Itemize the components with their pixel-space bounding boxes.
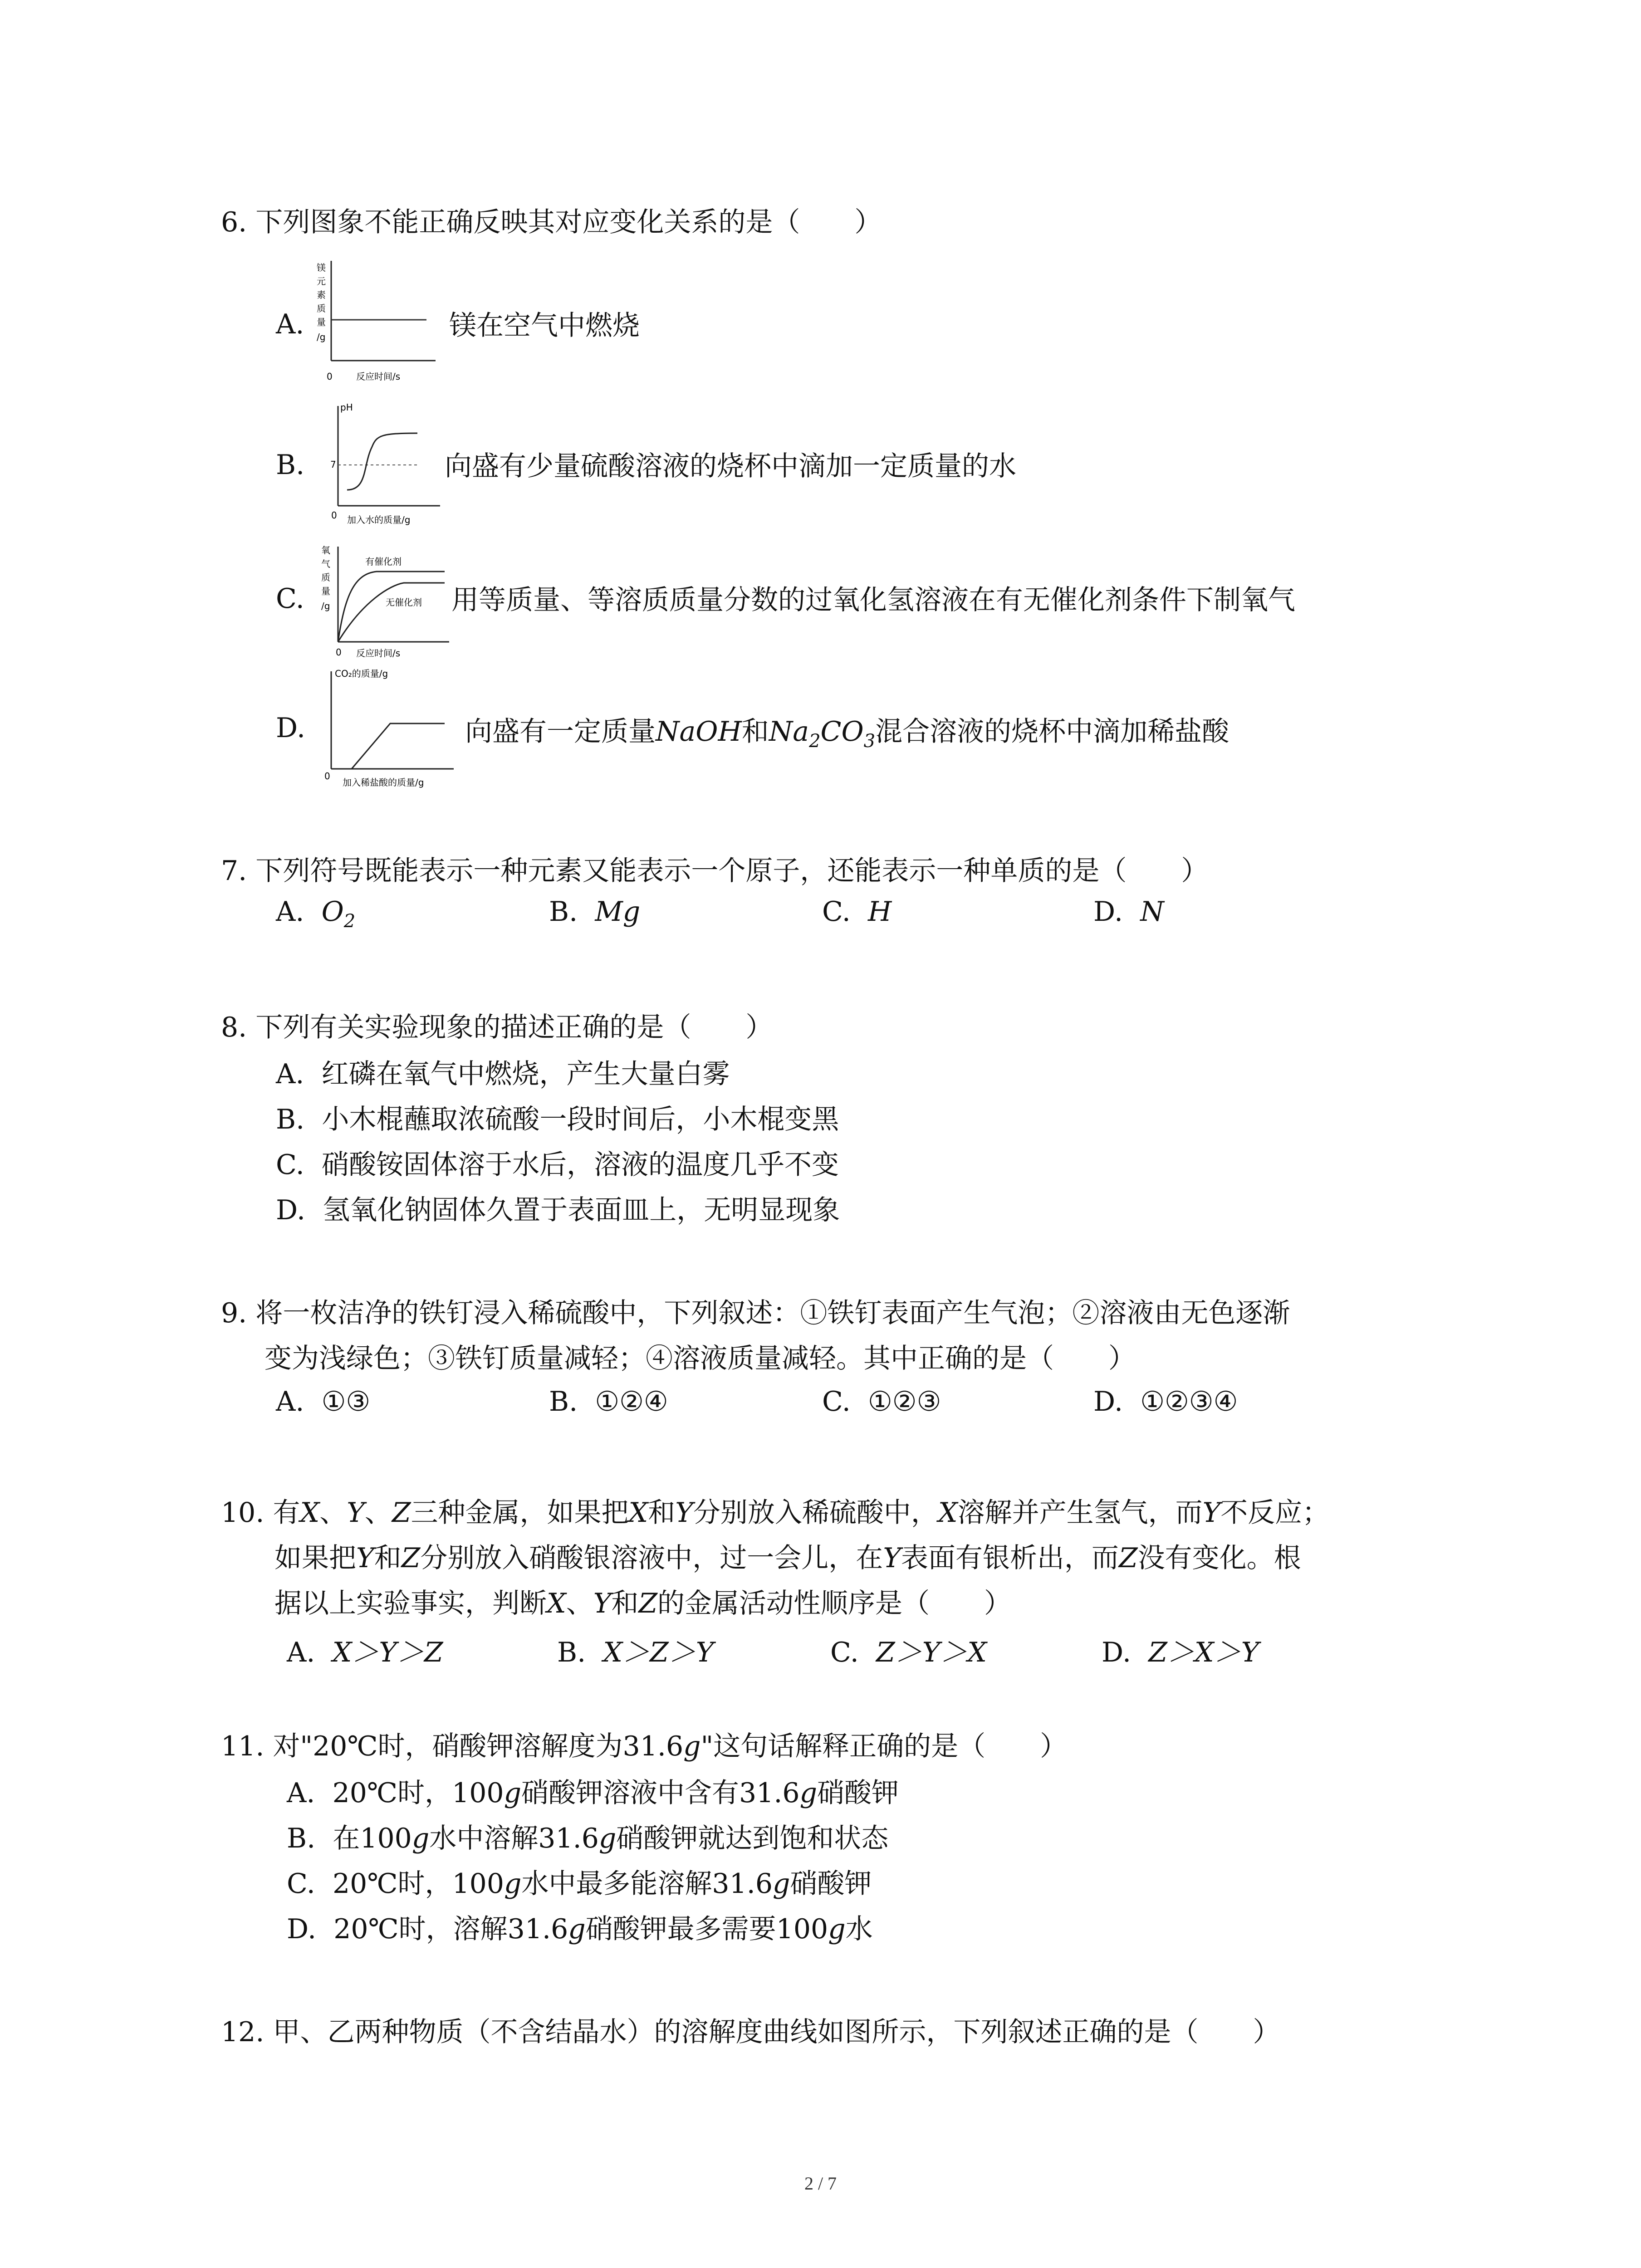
svg-text:镁: 镁 bbox=[317, 262, 326, 273]
q10-option-a: A. X＞Y＞Z bbox=[287, 1637, 443, 1668]
q6-graph-c-series-1: 有催化剂 bbox=[365, 556, 402, 567]
q11-stem: 11. 对"20℃时，硝酸钾溶解度为31.6g"这句话解释正确的是（ ） bbox=[221, 1730, 1068, 1762]
q6-graph-a bbox=[313, 261, 440, 385]
q6-option-a-letter: A. bbox=[276, 308, 304, 340]
q8-option-b: B. 小木棍蘸取浓硫酸一段时间后，小木棍变黑 bbox=[276, 1104, 839, 1135]
q9-stem-line-2: 变为浅绿色；③铁钉质量减轻；④溶液质量减轻。其中正确的是（ ） bbox=[265, 1343, 1136, 1374]
q11-option-c: C. 20℃时，100g水中最多能溶解31.6g硝酸钾 bbox=[287, 1868, 872, 1900]
q6-option-d-letter: D. bbox=[276, 712, 306, 744]
q11-option-d: D. 20℃时，溶解31.6g硝酸钾最多需要100g水 bbox=[287, 1913, 873, 1945]
q10-option-d: D. Z＞X＞Y bbox=[1102, 1637, 1259, 1668]
q10-stem-line-3: 据以上实验事实，判断X、Y和Z的金属活动性顺序是（ ） bbox=[274, 1588, 1012, 1619]
q6-option-c-letter: C. bbox=[276, 583, 304, 615]
q6-graph-d-xlabel: 加入稀盐酸的质量/g bbox=[343, 777, 424, 788]
q11-option-a: A. 20℃时，100g硝酸钾溶液中含有31.6g硝酸钾 bbox=[287, 1777, 899, 1809]
svg-text:气: 气 bbox=[321, 558, 330, 569]
svg-text:质: 质 bbox=[321, 572, 330, 583]
q6-stem: 6. 下列图象不能正确反映其对应变化关系的是（ ） bbox=[221, 206, 882, 238]
q6-option-b-text: 向盛有少量硫酸溶液的烧杯中滴加一定质量的水 bbox=[445, 450, 1016, 482]
q10-stem-line-2: 如果把Y和Z分别放入硝酸银溶液中，过一会儿，在Y表面有银析出，而Z没有变化。根 bbox=[274, 1542, 1301, 1574]
q6-option-d-text: 向盛有一定质量NaOH和$Na_2CO_3$混合溶液的烧杯中滴加稀盐酸 bbox=[465, 716, 1230, 752]
q6-graph-c-xlabel: 反应时间/s bbox=[356, 648, 401, 659]
q6-graph-b bbox=[313, 401, 449, 530]
svg-text:量: 量 bbox=[321, 586, 330, 596]
q6-graph-c-origin: 0 bbox=[336, 647, 342, 658]
q10-option-b: B. X＞Z＞Y bbox=[557, 1637, 714, 1668]
q6-graph-b-ylabel: pH bbox=[340, 402, 353, 413]
q7-option-a: A. $O_2$ bbox=[276, 896, 356, 932]
q12-stem: 12. 甲、乙两种物质（不含结晶水）的溶解度曲线如图所示，下列叙述正确的是（ ） bbox=[221, 2016, 1280, 2048]
svg-text:元: 元 bbox=[317, 276, 326, 287]
svg-text:/g: /g bbox=[321, 601, 330, 611]
svg-text:氧: 氧 bbox=[321, 545, 330, 556]
page-number: 2 / 7 bbox=[804, 2173, 837, 2194]
svg-text:量: 量 bbox=[317, 317, 326, 327]
q9-option-d: D. ①②③④ bbox=[1093, 1386, 1238, 1418]
q7-option-c: C. H bbox=[822, 896, 892, 928]
q6-graph-d bbox=[313, 667, 458, 796]
q8-option-a: A. 红磷在氧气中燃烧，产生大量白雾 bbox=[276, 1058, 730, 1090]
q9-option-c: C. ①②③ bbox=[822, 1386, 941, 1418]
q7-option-d: D. N bbox=[1093, 896, 1164, 928]
q10-stem-line-1: 10. 有X、Y、Z三种金属，如果把X和Y分别放入稀硫酸中，X溶解并产生氢气，而Y不反应； bbox=[221, 1497, 1330, 1529]
q8-option-c: C. 硝酸铵固体溶于水后，溶液的温度几乎不变 bbox=[276, 1149, 839, 1181]
q11-option-b: B. 在100g水中溶解31.6g硝酸钾就达到饱和状态 bbox=[287, 1823, 889, 1854]
q6-graph-b-origin: 0 bbox=[331, 510, 337, 521]
q8-option-d: D. 氢氧化钠固体久置于表面皿上，无明显现象 bbox=[276, 1194, 840, 1226]
q9-stem-line-1: 9. 将一枚洁净的铁钉浸入稀硫酸中，下列叙述：①铁钉表面产生气泡；②溶液由无色逐渐 bbox=[221, 1297, 1290, 1329]
q6-option-c-text: 用等质量、等溶质质量分数的过氧化氢溶液在有无催化剂条件下制氧气 bbox=[451, 584, 1295, 616]
q6-option-a-text: 镁在空气中燃烧 bbox=[449, 310, 640, 342]
q7-stem: 7. 下列符号既能表示一种元素又能表示一个原子，还能表示一种单质的是（ ） bbox=[221, 855, 1209, 887]
q6-option-b-letter: B. bbox=[276, 449, 305, 481]
svg-text:素: 素 bbox=[317, 289, 326, 300]
q6-graph-b-xlabel: 加入水的质量/g bbox=[347, 514, 411, 525]
svg-text:质: 质 bbox=[317, 303, 326, 314]
svg-text:/g: /g bbox=[317, 332, 326, 342]
q6-graph-a-xlabel: 反应时间/s bbox=[356, 371, 401, 382]
q7-option-b: B. Mg bbox=[549, 896, 641, 928]
q10-option-c: C. Z＞Y＞X bbox=[830, 1637, 987, 1668]
q9-option-a: A. ①③ bbox=[276, 1386, 371, 1418]
q6-graph-c bbox=[313, 542, 454, 666]
q6-graph-c-series-2: 无催化剂 bbox=[386, 597, 422, 608]
q6-graph-a-origin: 0 bbox=[327, 371, 333, 382]
q6-graph-d-ylabel: CO₂的质量/g bbox=[335, 668, 388, 679]
q9-option-b: B. ①②④ bbox=[549, 1386, 668, 1418]
q6-graph-d-origin: 0 bbox=[324, 771, 330, 782]
q8-stem: 8. 下列有关实验现象的描述正确的是（ ） bbox=[221, 1012, 773, 1043]
q6-graph-b-mark: 7 bbox=[330, 459, 336, 470]
